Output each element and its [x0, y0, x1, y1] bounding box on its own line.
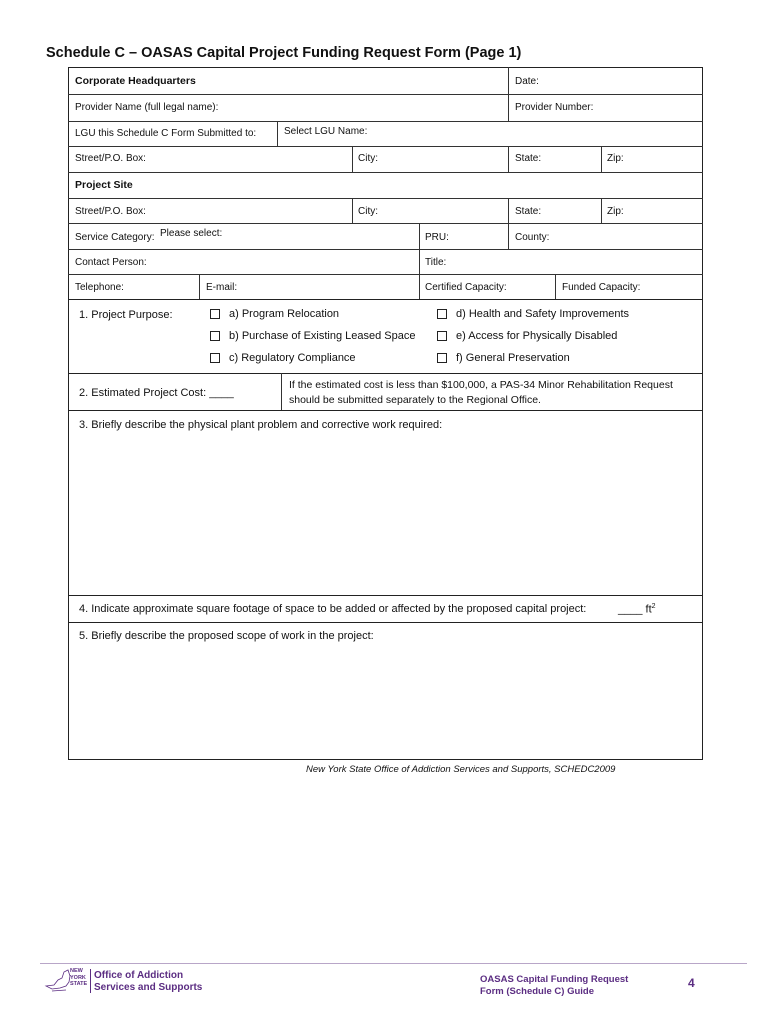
org-name	[94, 970, 202, 994]
divider	[508, 198, 509, 223]
checkbox-health-safety[interactable]	[437, 308, 629, 320]
county-label: County:	[515, 232, 550, 243]
divider	[68, 94, 703, 95]
county-field[interactable]	[555, 226, 700, 247]
option-label: b) Purchase of Existing Leased Space	[229, 330, 416, 342]
checkbox-regulatory-compliance[interactable]	[210, 352, 356, 364]
logo-divider	[90, 969, 91, 993]
service-category-dropdown[interactable]: Please select:	[160, 228, 223, 239]
date-label: Date:	[515, 76, 539, 87]
divider	[68, 146, 703, 147]
org-line1: Office of Addiction	[94, 970, 184, 981]
zip-field[interactable]	[628, 149, 700, 170]
checkbox-box[interactable]	[437, 331, 447, 341]
divider	[419, 223, 420, 299]
contact-person-field[interactable]	[150, 252, 416, 272]
divider	[68, 299, 703, 300]
zip-label: Zip:	[607, 153, 624, 164]
divider	[68, 223, 703, 224]
ny-mark-line: STATE	[70, 981, 88, 987]
sqft-unit-superscript: 2	[651, 603, 656, 610]
telephone-field[interactable]	[130, 277, 196, 297]
lgu-label: LGU this Schedule C Form Submitted to:	[75, 128, 257, 139]
city-label: City:	[358, 153, 378, 164]
option-label: f) General Preservation	[456, 352, 570, 364]
divider	[199, 274, 200, 299]
divider	[68, 172, 703, 173]
site-city-field[interactable]	[382, 201, 506, 221]
option-label: a) Program Relocation	[229, 308, 340, 320]
guide-line1: OASAS Capital Funding Request	[480, 974, 629, 985]
divider	[277, 121, 278, 146]
site-zip-label: Zip:	[607, 206, 624, 217]
divider	[352, 146, 353, 172]
contact-person-label: Contact Person:	[75, 257, 147, 268]
q5-label: 5. Briefly describe the proposed scope of work in the project:	[79, 630, 374, 642]
checkbox-general-preservation[interactable]	[437, 352, 570, 364]
divider	[281, 373, 282, 410]
divider	[68, 274, 703, 275]
page-number: 4	[688, 976, 695, 990]
option-label: d) Health and Safety Improvements	[456, 308, 630, 320]
form-identifier: New York State Office of Addiction Services and Supports, SCHEDC2009	[306, 764, 616, 775]
divider	[508, 223, 509, 249]
divider	[601, 198, 602, 223]
divider	[68, 622, 703, 623]
funded-capacity-label: Funded Capacity:	[562, 282, 641, 293]
divider	[352, 198, 353, 223]
state-label: State:	[515, 153, 542, 164]
site-city-label: City:	[358, 206, 378, 217]
cost-note-line1: If the estimated cost is less than $100,000, a PAS-34 Minor Rehabilitation Request	[289, 379, 673, 391]
option-label: c) Regulatory Compliance	[229, 352, 356, 364]
divider	[601, 146, 602, 172]
pru-label: PRU:	[425, 232, 449, 243]
certified-capacity-label: Certified Capacity:	[425, 282, 507, 293]
org-line2: Services and Supports	[94, 982, 203, 993]
divider	[68, 373, 703, 374]
divider	[508, 146, 509, 172]
cost-note-line2: should be submitted separately to the Regional Office.	[289, 394, 541, 406]
certified-capacity-field[interactable]	[515, 277, 553, 297]
q4-label: 4. Indicate approximate square footage of space to be added or affected by the proposed capital project:	[79, 603, 587, 615]
option-label: e) Access for Physically Disabled	[456, 330, 618, 342]
email-field[interactable]	[245, 277, 415, 297]
pru-field[interactable]	[452, 226, 506, 247]
q3-label: 3. Briefly describe the physical plant problem and corrective work required:	[79, 419, 443, 431]
date-field[interactable]	[545, 70, 700, 92]
telephone-label: Telephone:	[75, 282, 124, 293]
project-site-heading: Project Site	[75, 179, 133, 191]
provider-number-field[interactable]	[600, 97, 700, 119]
service-category-label: Service Category:	[75, 232, 155, 243]
corporate-hq-heading: Corporate Headquarters	[75, 75, 196, 87]
estimated-cost-field[interactable]	[215, 385, 247, 401]
site-zip-field[interactable]	[628, 201, 700, 221]
checkbox-access-disabled[interactable]	[437, 330, 617, 342]
divider	[555, 274, 556, 299]
estimated-cost-label: 2. Estimated Project Cost: ____	[79, 387, 234, 399]
divider	[68, 198, 703, 199]
sqft-input[interactable]: ____	[618, 603, 643, 616]
checkbox-program-relocation[interactable]	[210, 308, 339, 320]
title-label: Title:	[425, 257, 447, 268]
sqft-blank[interactable]	[618, 603, 656, 616]
provider-number-label: Provider Number:	[515, 102, 594, 113]
provider-name-field[interactable]	[220, 97, 505, 119]
checkbox-box[interactable]	[210, 309, 220, 319]
footer-rule	[40, 963, 747, 964]
ny-mark-line: NEW	[70, 968, 83, 974]
provider-name-label: Provider Name (full legal name):	[75, 102, 219, 113]
form-title: Schedule C – OASAS Capital Project Funding Request Form (Page 1)	[46, 45, 522, 61]
project-purpose-label: 1. Project Purpose:	[79, 309, 173, 321]
q3-textarea[interactable]	[72, 436, 699, 592]
checkbox-purchase-leased-space[interactable]	[210, 330, 416, 342]
checkbox-box[interactable]	[210, 353, 220, 363]
q5-textarea[interactable]	[72, 648, 699, 756]
state-field[interactable]	[545, 149, 599, 170]
guide-line2: Form (Schedule C) Guide	[480, 986, 595, 997]
checkbox-box[interactable]	[210, 331, 220, 341]
checkbox-box[interactable]	[437, 309, 447, 319]
ny-state-wordmark	[70, 968, 87, 988]
site-street-label: Street/P.O. Box:	[75, 206, 146, 217]
divider	[68, 121, 703, 122]
city-field[interactable]	[382, 149, 506, 170]
divider	[68, 410, 703, 411]
contact-title-field[interactable]	[452, 252, 700, 272]
site-state-label: State:	[515, 206, 542, 217]
divider	[68, 595, 703, 596]
site-street-field[interactable]	[160, 201, 350, 221]
funded-capacity-field[interactable]	[645, 277, 700, 297]
email-label: E-mail:	[206, 282, 238, 293]
divider	[68, 249, 703, 250]
select-lgu-dropdown[interactable]: Select LGU Name:	[284, 126, 368, 137]
street-field[interactable]	[160, 149, 350, 170]
site-state-field[interactable]	[545, 201, 599, 221]
checkbox-box[interactable]	[437, 353, 447, 363]
ny-mark-line: YORK	[70, 974, 86, 981]
sqft-unit: ft	[645, 603, 652, 616]
street-label: Street/P.O. Box:	[75, 153, 146, 164]
guide-title	[480, 974, 628, 998]
